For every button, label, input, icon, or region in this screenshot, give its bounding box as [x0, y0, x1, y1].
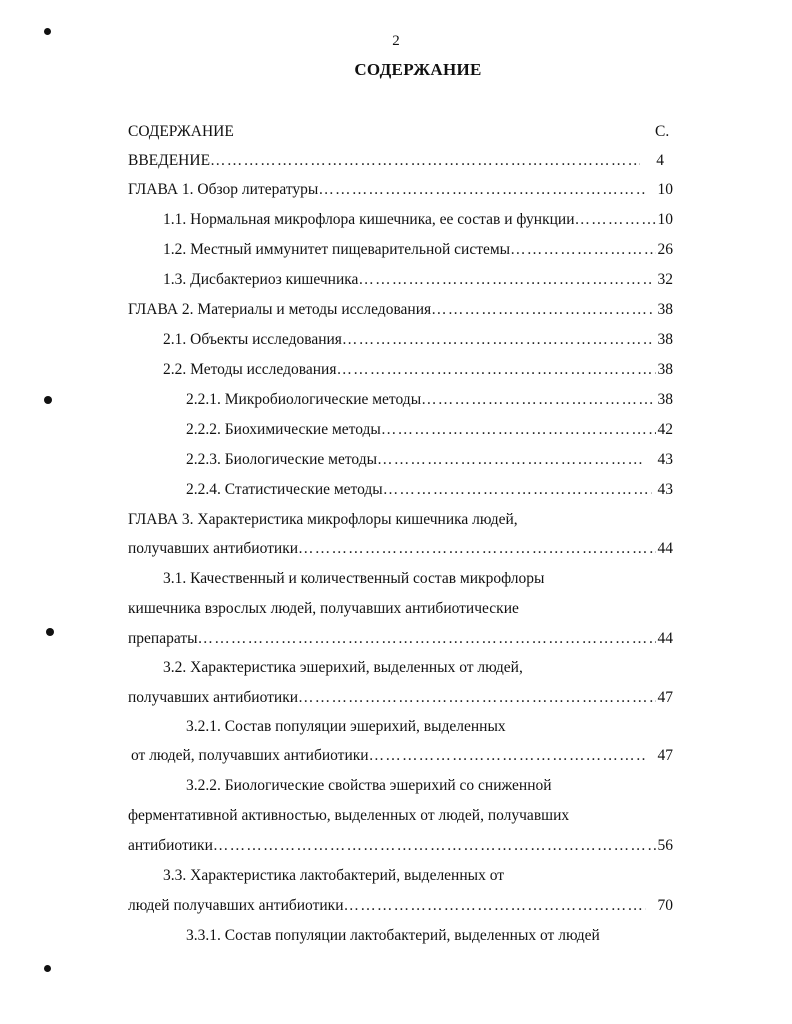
leader-dots [342, 330, 652, 350]
leader-dots [358, 270, 651, 290]
toc-entry-3-1-line2: кишечника взрослых людей, получавших антибиотические [128, 600, 519, 617]
toc-entry-label: 2.2.3. Биологические методы [186, 451, 378, 468]
toc-header-page: С. [655, 123, 670, 140]
toc-entry-page: 38 [657, 301, 673, 318]
page-title: СОДЕРЖАНИЕ [354, 60, 482, 79]
toc-entry-label: получавших антибиотики [128, 689, 299, 706]
toc-entry-page: 44 [657, 630, 673, 647]
toc-entry-label: 2.1. Объекты исследования [163, 331, 342, 348]
toc-entry-3-2-line1: 3.2. Характеристика эшерихий, выделенных от людей, [163, 659, 523, 676]
leader-dots [213, 836, 656, 856]
toc-header-label: СОДЕРЖАНИЕ [128, 123, 234, 140]
toc-entry-page: 10 [657, 181, 673, 198]
toc-entry-label: 2.2.2. Биохимические методы [186, 421, 381, 438]
leader-dots [381, 420, 656, 440]
toc-entry-3-3[interactable] [128, 896, 673, 916]
toc-entry-2-2-3[interactable] [186, 450, 673, 470]
toc-entry-page: 43 [657, 451, 673, 468]
toc-entry-3-1[interactable] [128, 629, 673, 649]
toc-entry-1-3[interactable] [163, 270, 673, 290]
toc-entry-page: 47 [657, 689, 673, 706]
leader-dots [298, 688, 655, 708]
toc-entry-ch2[interactable] [128, 300, 673, 320]
toc-entry-3-2-1[interactable] [131, 746, 673, 766]
toc-entry-page: 47 [657, 747, 673, 764]
toc-entry-label: от людей, получавших антибиотики [131, 747, 369, 764]
leader-dots [510, 240, 655, 260]
toc-entry-page: 38 [657, 361, 673, 378]
toc-entry-3-2-2[interactable] [128, 836, 673, 856]
toc-entry-3-1-line1: 3.1. Качественный и количественный состав микрофлоры [163, 570, 545, 587]
toc-entry-2-2-1[interactable] [186, 390, 673, 410]
toc-entry-ch3[interactable] [128, 539, 673, 559]
toc-entry-page: 38 [657, 331, 673, 348]
leader-dots [421, 390, 655, 410]
leader-dots [198, 629, 656, 649]
toc-entry-1-1[interactable] [163, 210, 673, 230]
toc-entry-page: 44 [657, 540, 673, 557]
binder-mark [46, 628, 54, 636]
toc-entry-label: получавших антибиотики [128, 540, 299, 557]
binder-mark [44, 396, 52, 404]
binder-mark [44, 965, 51, 972]
leader-dots [383, 480, 652, 500]
toc-entry-3-2-2-line1: 3.2.2. Биологические свойства эшерихий со сниженной [186, 777, 552, 794]
toc-entry-intro[interactable] [128, 151, 664, 171]
toc-entry-label: 1.3. Дисбактериоз кишечника [163, 271, 359, 288]
toc-entry-page: 42 [657, 421, 673, 438]
toc-entry-label: 2.2.4. Статистические методы [186, 481, 383, 498]
toc-entry-label: людей получавших антибиотики [128, 897, 344, 914]
leader-dots [344, 896, 646, 916]
toc-entry-page: 32 [657, 271, 673, 288]
toc-entry-3-3-1-line1: 3.3.1. Состав популяции лактобактерий, выделенных от людей [186, 927, 600, 944]
toc-entry-label: 2.2.1. Микробиологические методы [186, 391, 422, 408]
toc-entry-label: 2.2. Методы исследования [163, 361, 337, 378]
toc-entry-page: 4 [656, 152, 664, 169]
leader-dots [377, 450, 643, 470]
leader-dots [574, 210, 655, 230]
toc-entry-page: 56 [657, 837, 673, 854]
leader-dots [210, 151, 640, 171]
toc-entry-3-3-line1: 3.3. Характеристика лактобактерий, выделенных от [163, 867, 505, 884]
toc-entry-2-2[interactable] [163, 360, 673, 380]
toc-entry-3-2-1-line1: 3.2.1. Состав популяции эшерихий, выделенных [186, 718, 506, 735]
toc-entry-2-2-2[interactable] [186, 420, 673, 440]
toc-entry-2-2-4[interactable] [186, 480, 673, 500]
toc-entry-2-1[interactable] [163, 330, 673, 350]
page-number: 2 [392, 33, 400, 49]
toc-entry-ch3-line1: ГЛАВА 3. Характеристика микрофлоры кишечника людей, [128, 511, 518, 528]
leader-dots [298, 539, 655, 559]
toc-entry-page: 43 [657, 481, 673, 498]
toc-entry-page: 26 [657, 241, 673, 258]
leader-dots [369, 746, 646, 766]
toc-entry-page: 70 [657, 897, 673, 914]
toc-entry-label: препараты [128, 630, 198, 647]
toc-entry-label: ГЛАВА 1. Обзор литературы [128, 181, 319, 198]
toc-entry-label: 1.2. Местный иммунитет пищеварительной системы [163, 241, 511, 258]
toc-entry-ch1[interactable] [128, 180, 673, 200]
toc-entry-page: 38 [657, 391, 673, 408]
toc-entry-3-2-2-line2: ферментативной активностью, выделенных от людей, получавших [128, 807, 570, 824]
toc-entry-label: ГЛАВА 2. Материалы и методы исследования [128, 301, 432, 318]
toc-entry-label: ВВЕДЕНИЕ [128, 152, 211, 169]
toc-entry-label: 1.1. Нормальная микрофлора кишечника, ее состав и функции [163, 211, 575, 228]
leader-dots [336, 360, 655, 380]
toc-entry-1-2[interactable] [163, 240, 673, 260]
toc-entry-3-2[interactable] [128, 688, 673, 708]
toc-entry-page: 10 [657, 211, 673, 228]
leader-dots [318, 180, 645, 200]
toc-entry-label: антибиотики [128, 837, 213, 854]
leader-dots [431, 300, 651, 320]
binder-mark [44, 28, 51, 35]
